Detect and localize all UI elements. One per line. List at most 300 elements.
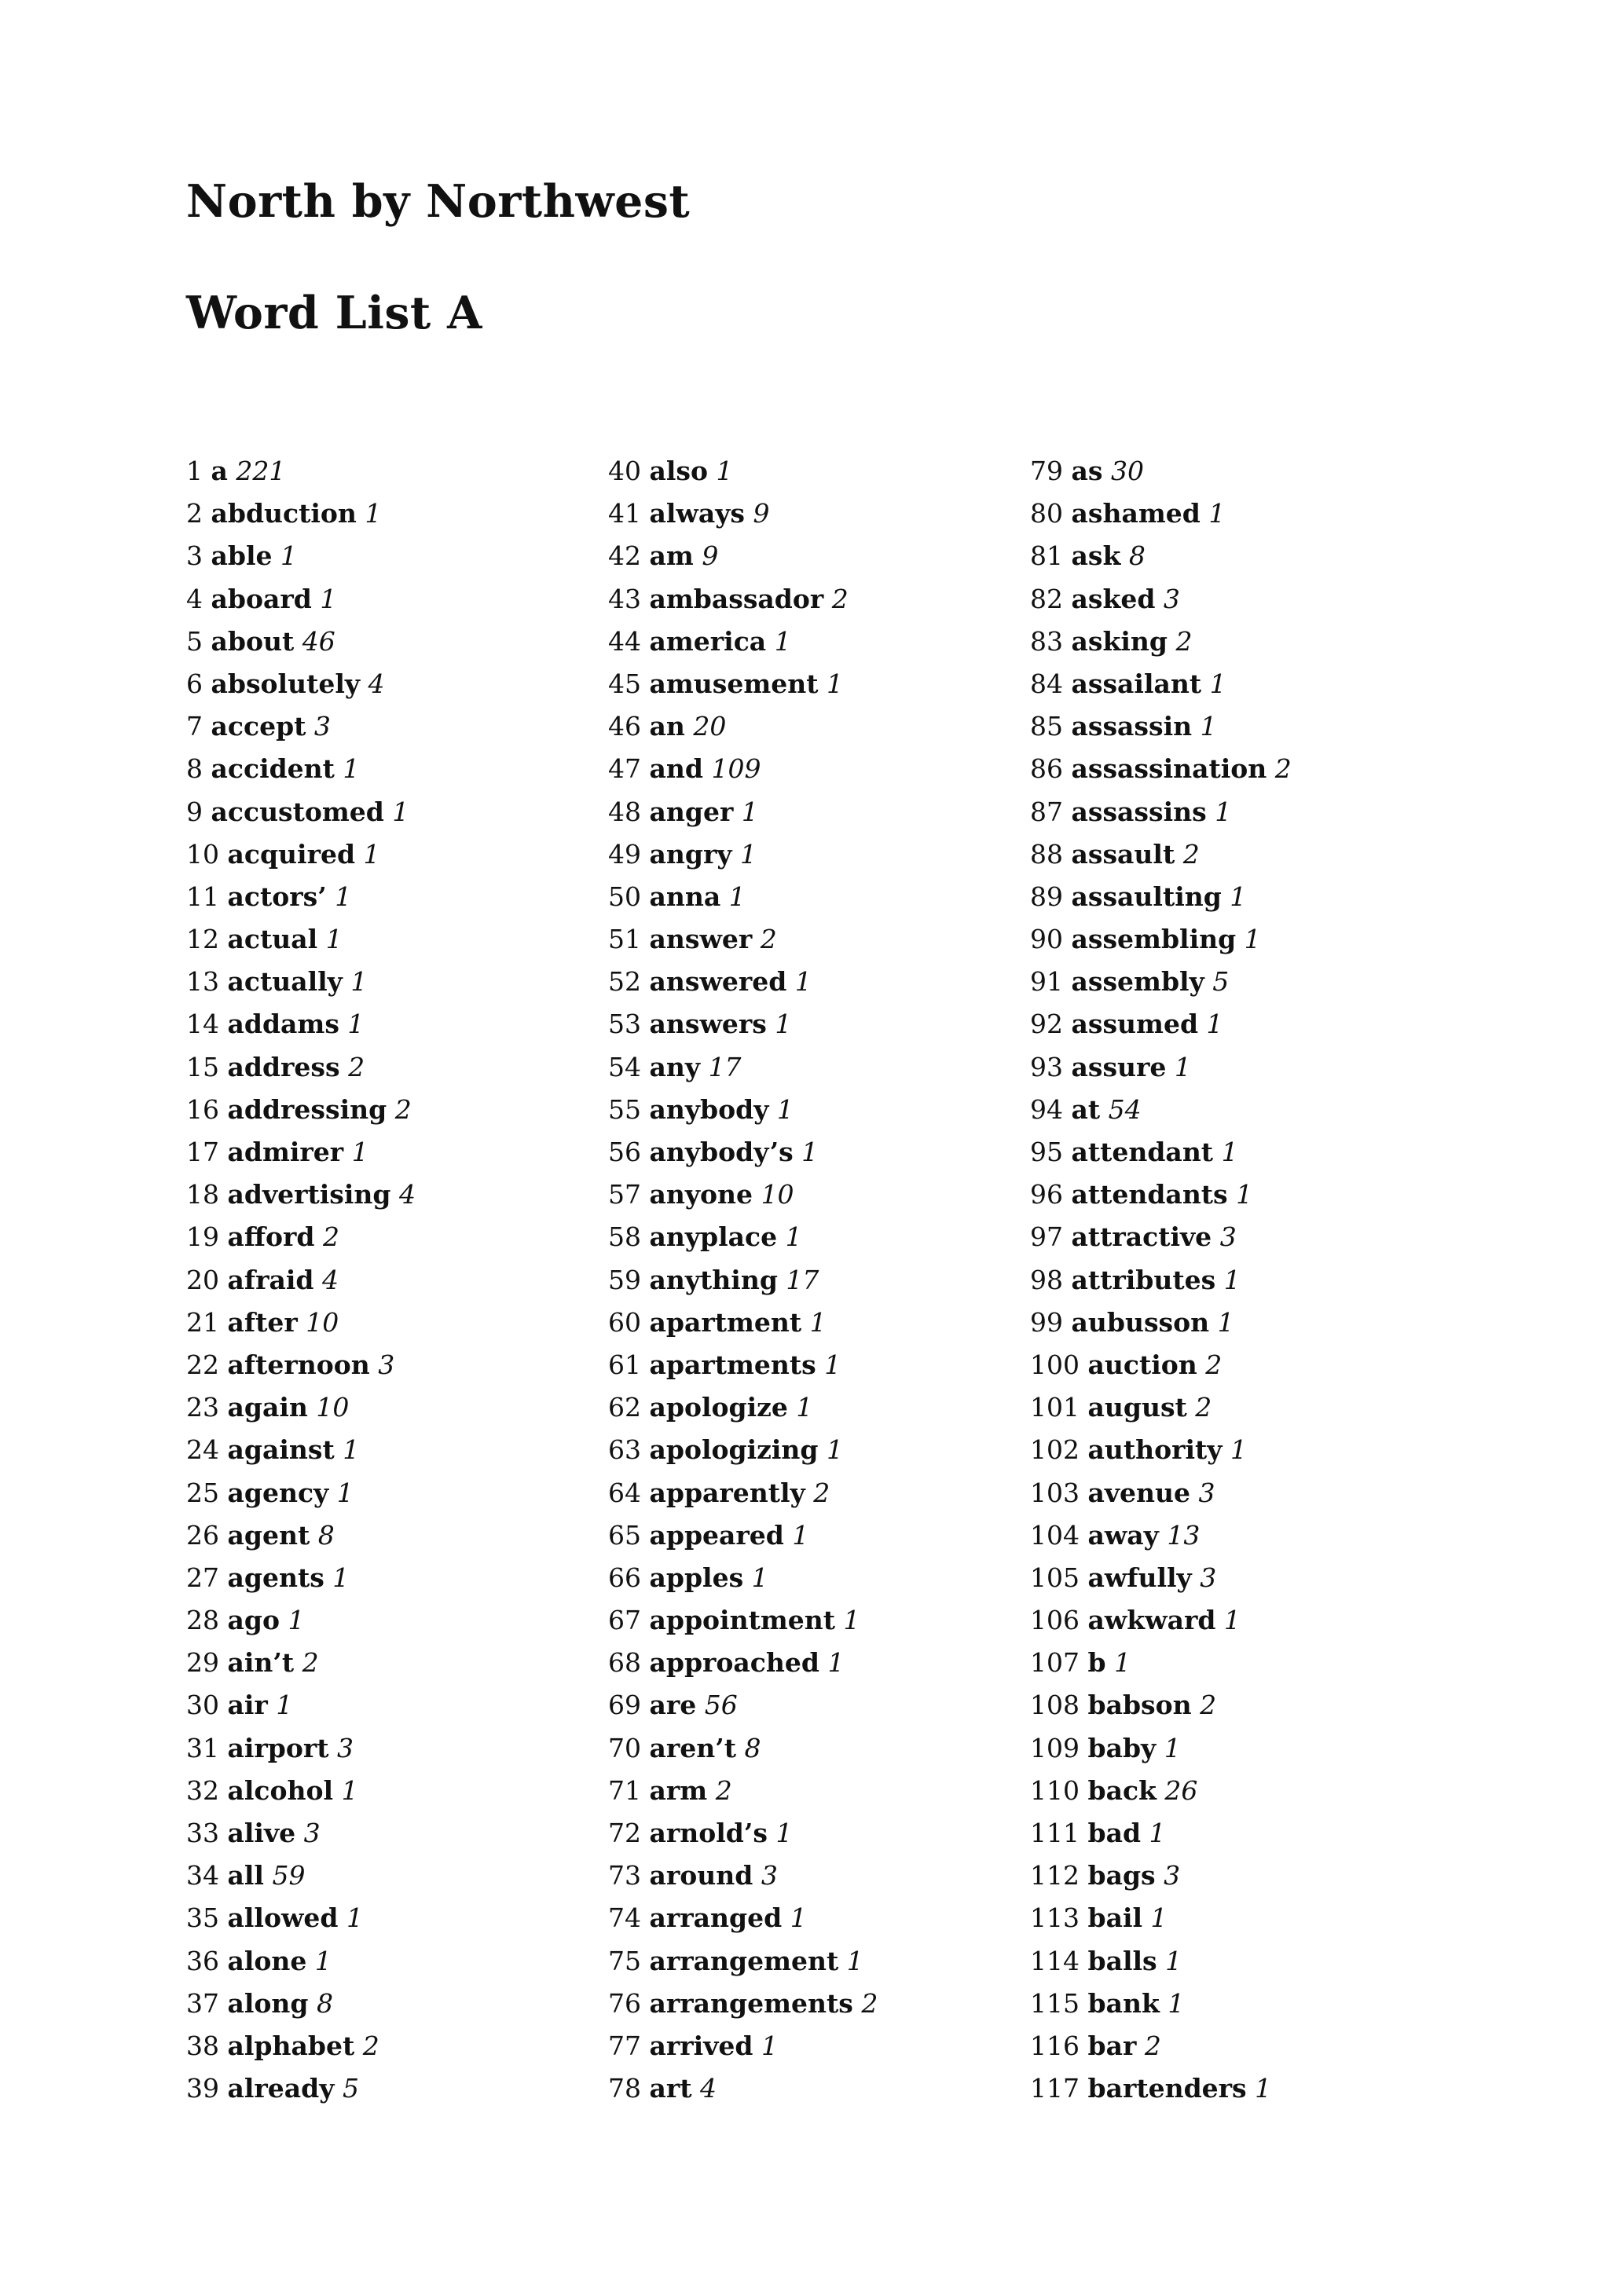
entry-word: arrangements	[649, 1987, 853, 2019]
entry-word: arm	[649, 1774, 708, 1806]
entry-word: arranged	[649, 1902, 783, 1934]
entry-word: ambassador	[649, 583, 824, 614]
entry-word: b	[1087, 1647, 1106, 1679]
word-entry	[186, 1478, 603, 1521]
entry-number: 52	[608, 966, 641, 998]
entry-number: 18	[186, 1179, 219, 1210]
entry-count: 2	[861, 1987, 878, 2019]
entry-word: bags	[1087, 1860, 1156, 1891]
entry-count: 3	[761, 1860, 778, 1891]
entry-word: apartments	[649, 1349, 816, 1380]
entry-number: 84	[1030, 668, 1063, 699]
entry-number: 74	[608, 1902, 641, 1934]
entry-word: alcohol	[227, 1774, 334, 1806]
word-entry	[186, 1308, 603, 1350]
word-entry	[186, 1009, 603, 1052]
entry-count: 1	[320, 583, 337, 614]
entry-word: about	[211, 625, 295, 657]
entry-count: 1	[1174, 1051, 1191, 1082]
entry-number: 17	[186, 1137, 219, 1167]
entry-number: 110	[1030, 1774, 1080, 1806]
entry-word: apologizing	[649, 1434, 819, 1466]
entry-count: 1	[790, 1902, 807, 1934]
entry-word: agency	[227, 1477, 329, 1508]
word-entry	[608, 1308, 1025, 1350]
word-entry	[608, 925, 1025, 967]
entry-count: 2	[1274, 753, 1292, 785]
entry-count: 9	[702, 540, 719, 572]
word-entry	[1030, 1137, 1446, 1180]
entry-word: back	[1087, 1774, 1157, 1806]
entry-number: 14	[186, 1009, 219, 1040]
entry-number: 54	[608, 1051, 641, 1082]
entry-number: 67	[608, 1605, 641, 1636]
entry-word: anybody’s	[649, 1137, 794, 1167]
word-entry	[1030, 456, 1446, 499]
entry-number: 22	[186, 1349, 219, 1380]
entry-word: also	[649, 456, 709, 486]
entry-word: answers	[649, 1009, 767, 1040]
entry-count: 8	[317, 1987, 333, 2019]
entry-number: 83	[1030, 625, 1063, 657]
entry-count: 1	[1168, 1987, 1185, 2019]
entry-count: 1	[716, 456, 733, 486]
entry-count: 3	[303, 1818, 321, 1848]
entry-word: afternoon	[227, 1349, 370, 1380]
entry-count: 1	[740, 838, 757, 870]
entry-count: 4	[700, 2073, 717, 2104]
entry-number: 97	[1030, 1221, 1063, 1253]
entry-word: assailant	[1071, 668, 1202, 699]
word-entry	[1030, 499, 1446, 541]
entry-word: apples	[649, 1562, 744, 1593]
entry-word: admirer	[227, 1137, 344, 1167]
word-entry	[186, 1690, 603, 1733]
word-entry	[1030, 2074, 1446, 2116]
entry-number: 55	[608, 1093, 641, 1125]
entry-word: abduction	[211, 498, 357, 529]
entry-word: assault	[1071, 838, 1175, 870]
entry-count: 1	[826, 1434, 843, 1466]
entry-word: anna	[649, 881, 721, 912]
entry-count: 1	[761, 2030, 778, 2061]
word-entry	[186, 669, 603, 712]
entry-count: 3	[313, 711, 331, 742]
entry-count: 1	[1164, 1732, 1181, 1763]
entry-word: ain’t	[227, 1647, 295, 1679]
entry-number: 62	[608, 1392, 641, 1423]
entry-number: 49	[608, 838, 641, 870]
entry-count: 1	[751, 1562, 768, 1593]
word-entry	[1030, 1734, 1446, 1776]
entry-word: bartenders	[1087, 2073, 1247, 2104]
word-entry	[608, 1350, 1025, 1393]
entry-word: assumed	[1071, 1009, 1199, 1040]
entry-number: 70	[608, 1732, 641, 1763]
word-entry	[186, 840, 603, 882]
entry-word: apologize	[649, 1392, 788, 1423]
entry-number: 111	[1030, 1818, 1080, 1848]
word-entry	[1030, 797, 1446, 840]
entry-number: 20	[186, 1264, 219, 1295]
entry-number: 40	[608, 456, 641, 486]
entry-number: 76	[608, 1987, 641, 2019]
entry-word: anybody	[649, 1093, 769, 1125]
word-entry	[608, 1478, 1025, 1521]
entry-number: 10	[186, 838, 219, 870]
entry-count: 56	[704, 1690, 738, 1721]
entry-count: 1	[824, 1349, 841, 1380]
word-entry	[186, 456, 603, 499]
entry-count: 1	[775, 1009, 792, 1040]
word-entry	[1030, 1861, 1446, 1903]
entry-word: baby	[1087, 1732, 1157, 1763]
word-entry	[608, 1563, 1025, 1606]
word-entry	[186, 1180, 603, 1222]
entry-count: 1	[288, 1605, 305, 1636]
word-entry	[1030, 712, 1446, 754]
entry-number: 64	[608, 1477, 641, 1508]
entry-word: assaulting	[1071, 881, 1222, 912]
entry-count: 1	[392, 796, 409, 827]
entry-number: 65	[608, 1519, 641, 1551]
entry-word: bar	[1087, 2030, 1137, 2061]
entry-count: 17	[786, 1264, 819, 1295]
entry-count: 1	[1165, 1945, 1182, 1976]
word-entry	[186, 1989, 603, 2031]
word-entry	[186, 1053, 603, 1095]
entry-word: already	[227, 2073, 335, 2104]
word-entry	[1030, 840, 1446, 882]
entry-word: art	[649, 2073, 692, 2104]
entry-word: anything	[649, 1264, 778, 1295]
word-entry	[1030, 1989, 1446, 2031]
entry-word: avenue	[1087, 1477, 1191, 1508]
entry-number: 91	[1030, 966, 1063, 998]
entry-count: 1	[1236, 1179, 1253, 1210]
entry-count: 1	[1230, 1434, 1247, 1466]
entry-word: awfully	[1087, 1562, 1192, 1593]
entry-number: 112	[1030, 1860, 1080, 1891]
entry-number: 42	[608, 540, 641, 572]
entry-word: arrangement	[649, 1945, 839, 1976]
word-entry	[608, 1435, 1025, 1478]
entry-number: 92	[1030, 1009, 1063, 1040]
entry-word: agents	[227, 1562, 324, 1593]
word-entry	[1030, 1478, 1446, 1521]
word-entry	[608, 1095, 1025, 1137]
entry-count: 2	[322, 1221, 339, 1253]
entry-count: 2	[715, 1774, 732, 1806]
word-entry	[1030, 584, 1446, 627]
word-entry	[1030, 627, 1446, 669]
entry-number: 29	[186, 1647, 219, 1679]
word-entry	[608, 1648, 1025, 1690]
entry-number: 9	[186, 796, 203, 827]
entry-word: amusement	[649, 668, 819, 699]
word-entry	[608, 1946, 1025, 1989]
word-entry	[608, 754, 1025, 796]
word-entry	[608, 456, 1025, 499]
entry-number: 100	[1030, 1349, 1080, 1380]
entry-word: accident	[211, 753, 335, 785]
entry-count: 1	[341, 1774, 358, 1806]
entry-count: 1	[346, 1902, 363, 1934]
word-entry	[1030, 669, 1446, 712]
entry-number: 43	[608, 583, 641, 614]
entry-count: 3	[1164, 1860, 1181, 1891]
entry-count: 2	[1175, 625, 1193, 657]
word-entry	[186, 1776, 603, 1818]
entry-count: 1	[1223, 1264, 1241, 1295]
entry-number: 105	[1030, 1562, 1080, 1593]
word-entry	[608, 1393, 1025, 1435]
entry-word: after	[227, 1306, 298, 1338]
entry-count: 3	[1200, 1562, 1217, 1593]
entry-word: attendant	[1071, 1137, 1214, 1167]
entry-number: 45	[608, 668, 641, 699]
word-entry	[186, 1265, 603, 1308]
entry-word: angry	[649, 838, 732, 870]
entry-number: 68	[608, 1647, 641, 1679]
entry-count: 1	[827, 668, 844, 699]
entry-count: 1	[776, 1093, 794, 1125]
word-entry	[608, 797, 1025, 840]
word-entry	[1030, 1903, 1446, 1946]
entry-number: 75	[608, 1945, 641, 1976]
entry-word: accept	[211, 711, 306, 742]
entry-number: 11	[186, 881, 219, 912]
entry-number: 109	[1030, 1732, 1080, 1763]
entry-word: apartment	[649, 1306, 802, 1338]
word-entry	[1030, 967, 1446, 1009]
entry-number: 94	[1030, 1093, 1063, 1125]
entry-count: 1	[827, 1647, 845, 1679]
entry-count: 3	[378, 1349, 395, 1380]
entry-count: 1	[796, 1392, 813, 1423]
entry-count: 59	[272, 1860, 306, 1891]
word-entry	[186, 1606, 603, 1648]
entry-count: 109	[711, 753, 761, 785]
entry-word: and	[649, 753, 703, 785]
entry-number: 79	[1030, 456, 1063, 486]
entry-number: 36	[186, 1945, 219, 1976]
entry-count: 1	[336, 1477, 354, 1508]
word-entry	[1030, 1180, 1446, 1222]
entry-number: 46	[608, 711, 641, 742]
entry-count: 4	[321, 1264, 339, 1295]
entry-number: 51	[608, 924, 641, 955]
word-entry	[186, 1818, 603, 1861]
entry-word: attributes	[1071, 1264, 1216, 1295]
entry-count: 9	[753, 498, 770, 529]
entry-number: 61	[608, 1349, 641, 1380]
entry-number: 33	[186, 1818, 219, 1848]
entry-word: ago	[227, 1605, 280, 1636]
word-entry	[186, 1393, 603, 1435]
word-entry	[1030, 1393, 1446, 1435]
word-entry	[608, 627, 1025, 669]
word-entry	[1030, 1435, 1446, 1478]
word-entry	[608, 1690, 1025, 1733]
entry-word: alive	[227, 1818, 296, 1848]
entry-number: 71	[608, 1774, 641, 1806]
word-entry	[608, 840, 1025, 882]
word-entry	[1030, 1308, 1446, 1350]
word-entry	[186, 1946, 603, 1989]
word-entry	[608, 1053, 1025, 1095]
entry-number: 56	[608, 1137, 641, 1167]
word-entry	[186, 882, 603, 925]
word-entry	[1030, 1946, 1446, 1989]
word-entry	[186, 1222, 603, 1265]
word-entry	[608, 2074, 1025, 2116]
entry-word: around	[649, 1860, 753, 1891]
word-entry	[608, 2031, 1025, 2074]
word-entry	[1030, 1053, 1446, 1095]
word-entry	[608, 1818, 1025, 1861]
word-entry	[608, 1009, 1025, 1052]
entry-word: ask	[1071, 540, 1121, 572]
entry-word: against	[227, 1434, 335, 1466]
entry-count: 2	[1144, 2030, 1161, 2061]
entry-word: assassination	[1071, 753, 1267, 785]
entry-word: actually	[227, 966, 343, 998]
entry-word: at	[1071, 1093, 1101, 1125]
entry-count: 1	[325, 924, 343, 955]
entry-number: 31	[186, 1732, 219, 1763]
entry-number: 8	[186, 753, 203, 785]
entry-count: 1	[728, 881, 746, 912]
word-entry	[186, 2074, 603, 2116]
entry-number: 80	[1030, 498, 1063, 529]
word-entry	[1030, 2031, 1446, 2074]
word-entry	[186, 797, 603, 840]
entry-number: 44	[608, 625, 641, 657]
entry-number: 23	[186, 1392, 219, 1423]
word-entry	[186, 1137, 603, 1180]
entry-number: 81	[1030, 540, 1063, 572]
entry-number: 90	[1030, 924, 1063, 955]
word-entry	[1030, 1690, 1446, 1733]
entry-count: 13	[1167, 1519, 1201, 1551]
entry-count: 3	[1163, 583, 1180, 614]
word-entry	[608, 1903, 1025, 1946]
entry-word: appointment	[649, 1605, 835, 1636]
entry-word: actors’	[227, 881, 327, 912]
entry-word: anyone	[649, 1179, 753, 1210]
entry-word: aren’t	[649, 1732, 736, 1763]
entry-word: answer	[649, 924, 753, 955]
entry-count: 5	[1212, 966, 1230, 998]
entry-number: 28	[186, 1605, 219, 1636]
entry-word: assure	[1071, 1051, 1167, 1082]
entry-word: assassins	[1071, 796, 1207, 827]
entry-number: 60	[608, 1306, 641, 1338]
entry-number: 117	[1030, 2073, 1080, 2104]
word-entry	[1030, 1350, 1446, 1393]
entry-word: awkward	[1087, 1605, 1216, 1636]
entry-number: 3	[186, 540, 203, 572]
entry-count: 3	[1219, 1221, 1237, 1253]
word-entry	[1030, 1776, 1446, 1818]
entry-number: 78	[608, 2073, 641, 2104]
entry-count: 2	[831, 583, 849, 614]
word-entry	[186, 627, 603, 669]
entry-number: 16	[186, 1093, 219, 1125]
entry-count: 26	[1164, 1774, 1198, 1806]
entry-count: 2	[760, 924, 777, 955]
entry-word: allowed	[227, 1902, 339, 1934]
entry-number: 69	[608, 1690, 641, 1721]
entry-number: 6	[186, 668, 203, 699]
entry-word: away	[1087, 1519, 1159, 1551]
entry-count: 1	[846, 1945, 863, 1976]
entry-word: america	[649, 625, 767, 657]
word-entry	[1030, 754, 1446, 796]
entry-word: babson	[1087, 1690, 1192, 1721]
entry-number: 101	[1030, 1392, 1080, 1423]
entry-word: addams	[227, 1009, 339, 1040]
entry-word: august	[1087, 1392, 1187, 1423]
entry-word: alphabet	[227, 2030, 355, 2061]
word-entry	[1030, 1265, 1446, 1308]
entry-count: 3	[337, 1732, 354, 1763]
entry-count: 1	[1230, 881, 1247, 912]
entry-count: 1	[343, 1434, 360, 1466]
entry-number: 21	[186, 1306, 219, 1338]
entry-word: are	[649, 1690, 697, 1721]
entry-number: 37	[186, 1987, 219, 2019]
entry-word: asking	[1071, 625, 1168, 657]
entry-number: 12	[186, 924, 219, 955]
entry-word: bail	[1087, 1902, 1143, 1934]
entry-count: 1	[774, 625, 791, 657]
entry-word: absolutely	[211, 668, 361, 699]
entry-number: 85	[1030, 711, 1063, 742]
entry-count: 2	[813, 1477, 830, 1508]
entry-word: approached	[649, 1647, 819, 1679]
entry-word: address	[227, 1051, 340, 1082]
entry-count: 46	[302, 625, 335, 657]
entry-number: 77	[608, 2030, 641, 2061]
entry-word: arnold’s	[649, 1818, 768, 1848]
word-list-column-3	[1030, 456, 1446, 2116]
word-entry	[1030, 1521, 1446, 1563]
word-entry	[1030, 1818, 1446, 1861]
entry-count: 1	[350, 966, 368, 998]
entry-count: 1	[276, 1690, 293, 1721]
entry-count: 54	[1108, 1093, 1142, 1125]
word-entry	[1030, 1009, 1446, 1052]
entry-word: along	[227, 1987, 309, 2019]
word-entry	[608, 541, 1025, 584]
entry-number: 99	[1030, 1306, 1063, 1338]
entry-count: 1	[365, 498, 382, 529]
entry-word: bank	[1087, 1987, 1160, 2019]
entry-count: 1	[809, 1306, 827, 1338]
entry-word: able	[211, 540, 273, 572]
entry-count: 1	[1208, 498, 1226, 529]
entry-word: anyplace	[649, 1221, 778, 1253]
word-entry	[186, 1350, 603, 1393]
entry-word: asked	[1071, 583, 1156, 614]
word-entry	[608, 1776, 1025, 1818]
entry-word: authority	[1087, 1434, 1223, 1466]
entry-count: 1	[363, 838, 380, 870]
entry-word: attendants	[1071, 1179, 1228, 1210]
word-entry	[186, 925, 603, 967]
